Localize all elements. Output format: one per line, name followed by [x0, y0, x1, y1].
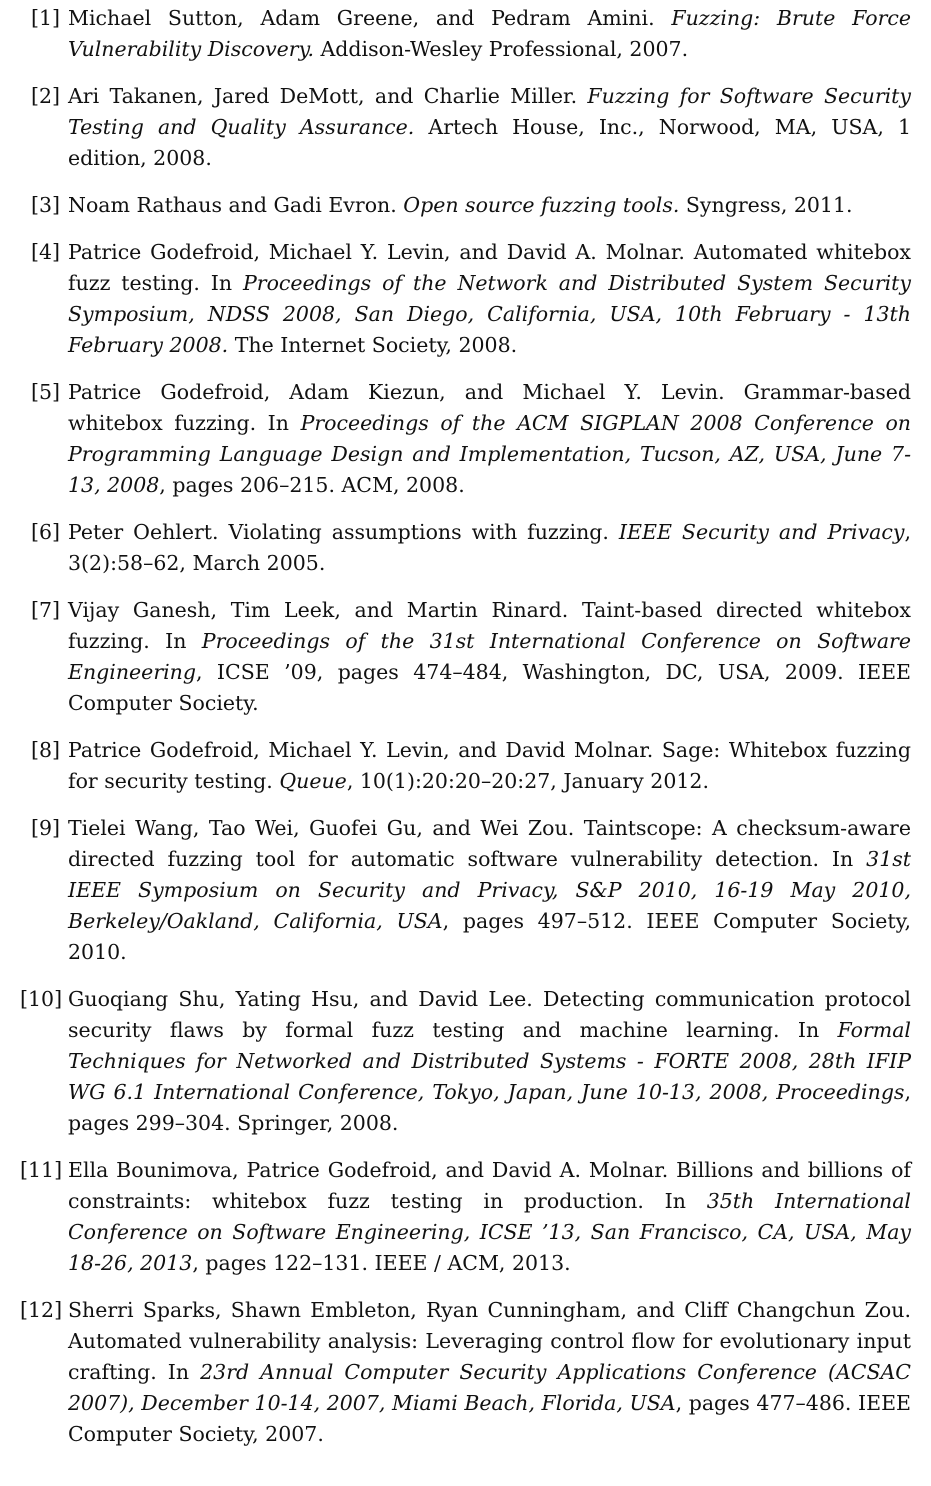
reference-venue-italic: Open source fuzzing tools.: [403, 193, 680, 217]
reference-entry: [20, 984, 911, 1139]
reference-text-segment: , ICSE ’09, pages 474–484, Washington, DC, USA, 2009. IEEE Computer Society.: [68, 660, 911, 715]
reference-text: [68, 1298, 911, 1446]
reference-venue-italic: 31st IEEE Symposium on Security and Privacy, S&P 2010, 16-19 May 2010, Berkeley/Oakland, California, USA: [68, 847, 911, 933]
reference-text-segment: Vijay Ganesh, Tim Leek, and Martin Rinard. Taint-based directed whitebox fuzzing. In: [68, 598, 911, 653]
reference-text: [68, 738, 911, 793]
reference-text-segment: Ari Takanen, Jared DeMott, and Charlie Miller.: [68, 84, 588, 108]
reference-text-segment: , pages 122–131. IEEE / ACM, 2013.: [192, 1251, 571, 1275]
reference-text-segment: Patrice Godefroid, Michael Y. Levin, and David Molnar. Sage: Whitebox fuzzing for security testing.: [68, 738, 911, 793]
reference-label: [6]: [30, 520, 60, 544]
reference-entry: [20, 1155, 911, 1279]
reference-text-segment: Guoqiang Shu, Yating Hsu, and David Lee. Detecting communication protocol security flaws by formal fuzz testing and machine learning. In: [68, 987, 911, 1042]
reference-entry: [20, 377, 911, 501]
reference-label: [1]: [30, 6, 60, 30]
reference-venue-italic: Queue: [279, 769, 347, 793]
reference-text-segment: , pages 299–304. Springer, 2008.: [68, 1080, 911, 1135]
reference-text: [68, 816, 911, 964]
reference-entry: [20, 735, 911, 797]
reference-entry: [20, 1295, 911, 1450]
reference-text-segment: Patrice Godefroid, Michael Y. Levin, and David A. Molnar. Automated whitebox fuzz testing. In: [68, 240, 911, 295]
reference-text-segment: The Internet Society, 2008.: [228, 333, 518, 357]
reference-text-segment: Noam Rathaus and Gadi Evron.: [68, 193, 404, 217]
reference-text-segment: Tielei Wang, Tao Wei, Guofei Gu, and Wei Zou. Taintscope: A checksum-aware directed fuzzing tool for automatic software vulnerability detection. In: [68, 816, 911, 871]
reference-venue-italic: Proceedings of the Network and Distributed System Security Symposium, NDSS 2008, San Diego, California, USA, 10th February - 13th February 2008.: [68, 271, 911, 357]
reference-label: [9]: [30, 816, 60, 840]
reference-text-segment: Peter Oehlert. Violating assumptions with fuzzing.: [68, 520, 619, 544]
reference-text: [68, 240, 911, 357]
reference-entry: [20, 190, 911, 221]
reference-entry: [20, 237, 911, 361]
reference-text-segment: , 3(2):58–62, March 2005.: [68, 520, 911, 575]
reference-venue-italic: Fuzzing for Software Security Testing and Quality Assurance.: [68, 84, 911, 139]
reference-text-segment: Artech House, Inc., Norwood, MA, USA, 1 edition, 2008.: [68, 115, 912, 170]
reference-label: [3]: [30, 193, 60, 217]
reference-text: [68, 380, 911, 497]
reference-label: [8]: [30, 738, 60, 762]
reference-text-segment: , pages 497–512. IEEE Computer Society, 2010.: [68, 909, 911, 964]
reference-label: [5]: [30, 380, 60, 404]
reference-text-segment: Addison-Wesley Professional, 2007.: [313, 37, 689, 61]
reference-venue-italic: IEEE Security and Privacy: [618, 520, 905, 544]
reference-text-segment: Patrice Godefroid, Adam Kiezun, and Michael Y. Levin. Grammar-based whitebox fuzzing. In: [68, 380, 911, 435]
reference-text: [68, 193, 853, 217]
reference-text: [68, 520, 911, 575]
reference-text-segment: , 10(1):20:20–20:27, January 2012.: [346, 769, 709, 793]
reference-text-segment: Syngress, 2011.: [679, 193, 853, 217]
reference-venue-italic: 35th International Conference on Software Engineering, ICSE ’13, San Francisco, CA, USA, May 18-26, 2013: [68, 1189, 911, 1275]
reference-text-segment: Sherri Sparks, Shawn Embleton, Ryan Cunningham, and Cliff Changchun Zou. Automated vulnerability analysis: Leveraging control flow for evolutionary input crafting. In: [68, 1298, 911, 1384]
reference-label: [12]: [20, 1298, 63, 1322]
reference-label: [4]: [30, 240, 60, 264]
reference-label: [10]: [20, 987, 63, 1011]
reference-entry: [20, 813, 911, 968]
reference-label: [7]: [30, 598, 60, 622]
reference-venue-italic: Formal Techniques for Networked and Distributed Systems - FORTE 2008, 28th IFIP WG 6.1 International Conference, Tokyo, Japan, June 10-13, 2008, Proceedings: [68, 1018, 911, 1104]
reference-text: [68, 598, 911, 715]
reference-list: [20, 3, 911, 1450]
reference-venue-italic: Proceedings of the 31st International Conference on Software Engineering: [68, 629, 911, 684]
reference-text-segment: , pages 477–486. IEEE Computer Society, 2007.: [68, 1391, 911, 1446]
reference-entry: [20, 517, 911, 579]
reference-label: [11]: [20, 1158, 63, 1182]
reference-text: [68, 6, 911, 61]
reference-entry: [20, 81, 911, 174]
reference-label: [2]: [30, 84, 60, 108]
reference-venue-italic: Fuzzing: Brute Force Vulnerability Discovery.: [68, 6, 911, 61]
reference-text: [68, 84, 911, 170]
reference-text-segment: , pages 206–215. ACM, 2008.: [159, 473, 465, 497]
reference-text-segment: Michael Sutton, Adam Greene, and Pedram Amini.: [68, 6, 672, 30]
reference-entry: [20, 3, 911, 65]
reference-venue-italic: 23rd Annual Computer Security Applications Conference (ACSAC 2007), December 10-14, 2007, Miami Beach, Florida, USA: [68, 1360, 911, 1415]
reference-text: [68, 987, 911, 1135]
reference-entry: [20, 595, 911, 719]
reference-text: [68, 1158, 911, 1275]
reference-venue-italic: Proceedings of the ACM SIGPLAN 2008 Conference on Programming Language Design and Implementation, Tucson, AZ, USA, June 7-13, 2008: [68, 411, 911, 497]
reference-text-segment: Ella Bounimova, Patrice Godefroid, and David A. Molnar. Billions and billions of constraints: whitebox fuzz testing in production. In: [68, 1158, 911, 1213]
